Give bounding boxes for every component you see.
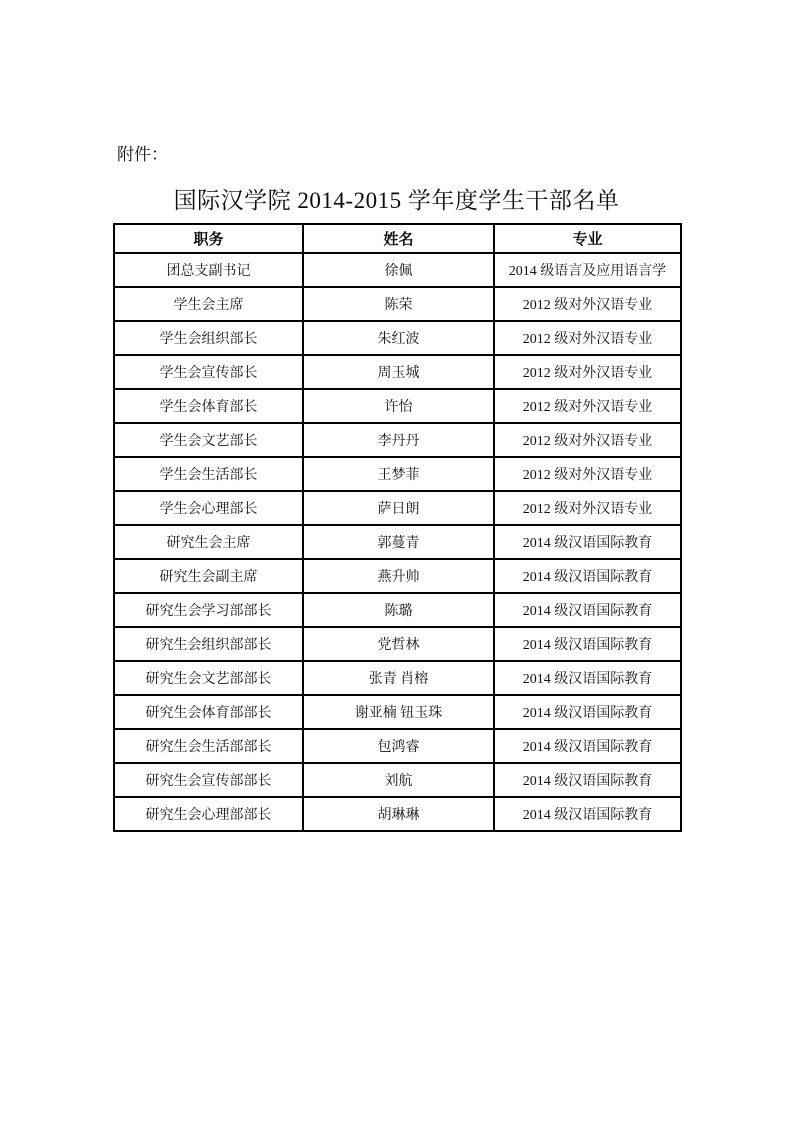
name-cell: 陈荣: [303, 287, 494, 321]
name-cell: 朱红波: [303, 321, 494, 355]
major-cell: 2014 级汉语国际教育: [494, 593, 681, 627]
major-cell: 2014 级汉语国际教育: [494, 797, 681, 831]
table-row: [114, 355, 681, 389]
table-header-row: [114, 224, 681, 253]
table-row: [114, 457, 681, 491]
table-row: [114, 525, 681, 559]
position-cell: 研究生会文艺部部长: [114, 661, 303, 695]
major-cell: 2014 级汉语国际教育: [494, 525, 681, 559]
major-cell: 2014 级汉语国际教育: [494, 695, 681, 729]
position-cell: 学生会生活部长: [114, 457, 303, 491]
table-row: [114, 729, 681, 763]
table-row: [114, 559, 681, 593]
major-cell: 2014 级语言及应用语言学: [494, 253, 681, 287]
position-cell: 研究生会副主席: [114, 559, 303, 593]
major-cell: 2014 级汉语国际教育: [494, 763, 681, 797]
table-row: [114, 695, 681, 729]
position-cell: 学生会组织部长: [114, 321, 303, 355]
table-row: [114, 389, 681, 423]
position-cell: 学生会文艺部长: [114, 423, 303, 457]
major-cell: 2014 级汉语国际教育: [494, 559, 681, 593]
name-cell: 张青 肖榕: [303, 661, 494, 695]
position-cell: 研究生会宣传部部长: [114, 763, 303, 797]
major-cell: 2012 级对外汉语专业: [494, 423, 681, 457]
table-row: [114, 593, 681, 627]
table-row: [114, 797, 681, 831]
name-cell: 周玉城: [303, 355, 494, 389]
major-cell: 2014 级汉语国际教育: [494, 729, 681, 763]
name-cell: 陈璐: [303, 593, 494, 627]
position-cell: 研究生会学习部部长: [114, 593, 303, 627]
name-cell: 谢亚楠 钮玉珠: [303, 695, 494, 729]
name-cell: 李丹丹: [303, 423, 494, 457]
major-cell: 2012 级对外汉语专业: [494, 287, 681, 321]
table-row: [114, 253, 681, 287]
column-header-name: 姓名: [303, 224, 494, 253]
table-row: [114, 763, 681, 797]
name-cell: 包鸿睿: [303, 729, 494, 763]
name-cell: 燕升帅: [303, 559, 494, 593]
name-cell: 党哲林: [303, 627, 494, 661]
major-cell: 2014 级汉语国际教育: [494, 627, 681, 661]
position-cell: 学生会宣传部长: [114, 355, 303, 389]
major-cell: 2012 级对外汉语专业: [494, 355, 681, 389]
name-cell: 胡琳琳: [303, 797, 494, 831]
name-cell: 王梦菲: [303, 457, 494, 491]
position-cell: 学生会主席: [114, 287, 303, 321]
position-cell: 研究生会组织部部长: [114, 627, 303, 661]
position-cell: 研究生会心理部部长: [114, 797, 303, 831]
column-header-major: 专业: [494, 224, 681, 253]
name-cell: 郭蔓青: [303, 525, 494, 559]
document-title: 国际汉学院 2014-2015 学年度学生干部名单: [173, 188, 620, 213]
major-cell: 2012 级对外汉语专业: [494, 457, 681, 491]
position-cell: 学生会体育部长: [114, 389, 303, 423]
cadre-table: [113, 223, 682, 832]
table-row: [114, 321, 681, 355]
position-cell: 研究生会体育部部长: [114, 695, 303, 729]
major-cell: 2012 级对外汉语专业: [494, 321, 681, 355]
name-cell: 徐佩: [303, 253, 494, 287]
column-header-position: 职务: [114, 224, 303, 253]
attachment-label: 附件：: [117, 145, 168, 164]
name-cell: 许怡: [303, 389, 494, 423]
major-cell: 2014 级汉语国际教育: [494, 661, 681, 695]
name-cell: 萨日朗: [303, 491, 494, 525]
position-cell: 团总支副书记: [114, 253, 303, 287]
table-row: [114, 491, 681, 525]
table-row: [114, 661, 681, 695]
major-cell: 2012 级对外汉语专业: [494, 491, 681, 525]
name-cell: 刘航: [303, 763, 494, 797]
position-cell: 学生会心理部长: [114, 491, 303, 525]
table-body: [114, 253, 681, 831]
table-row: [114, 423, 681, 457]
table-row: [114, 627, 681, 661]
position-cell: 研究生会生活部部长: [114, 729, 303, 763]
position-cell: 研究生会主席: [114, 525, 303, 559]
table-row: [114, 287, 681, 321]
major-cell: 2012 级对外汉语专业: [494, 389, 681, 423]
